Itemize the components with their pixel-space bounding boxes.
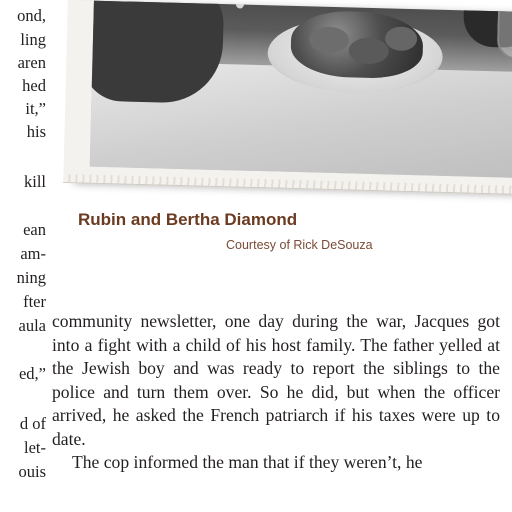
caption-title: Rubin and Bertha Diamond (78, 210, 298, 229)
left-fragment: kill (23, 172, 46, 191)
left-fragment: ouis (18, 462, 46, 481)
paragraph: The cop informed the man that if they weren’t, he (72, 452, 423, 472)
left-fragment: hed (22, 76, 46, 95)
left-fragment: d of (19, 414, 46, 433)
left-fragment: am- (20, 244, 46, 263)
wine-glass (497, 9, 512, 60)
photo-frame (63, 0, 512, 195)
photo-image (90, 0, 512, 178)
article-body (52, 310, 500, 475)
left-fragment: his (26, 122, 46, 141)
left-fragment: fter (23, 292, 46, 311)
left-fragment: aula (18, 316, 46, 335)
left-fragment: let- (24, 438, 46, 457)
left-fragment: it,” (25, 99, 46, 118)
left-fragment: ean (23, 220, 46, 239)
photo (68, 0, 512, 190)
paragraph: community newsletter, one day during the war, Jacques got into a fight with a child of his host family. The father yelled at the Jewish boy and was ready to report the siblings to the police and turn them over. So he did, but when the officer arrived, he asked the French patriarch if his taxes were up to date. (52, 311, 500, 449)
caption-credit: Courtesy of Rick DeSouza (226, 238, 373, 252)
left-fragment: ning (16, 268, 46, 287)
ring (236, 0, 244, 8)
deckled-edge (63, 174, 512, 194)
left-fragment: ed,” (18, 364, 46, 383)
left-fragment: aren (17, 53, 46, 72)
left-fragment: ond, (17, 6, 46, 25)
left-fragment: ling (20, 30, 46, 49)
